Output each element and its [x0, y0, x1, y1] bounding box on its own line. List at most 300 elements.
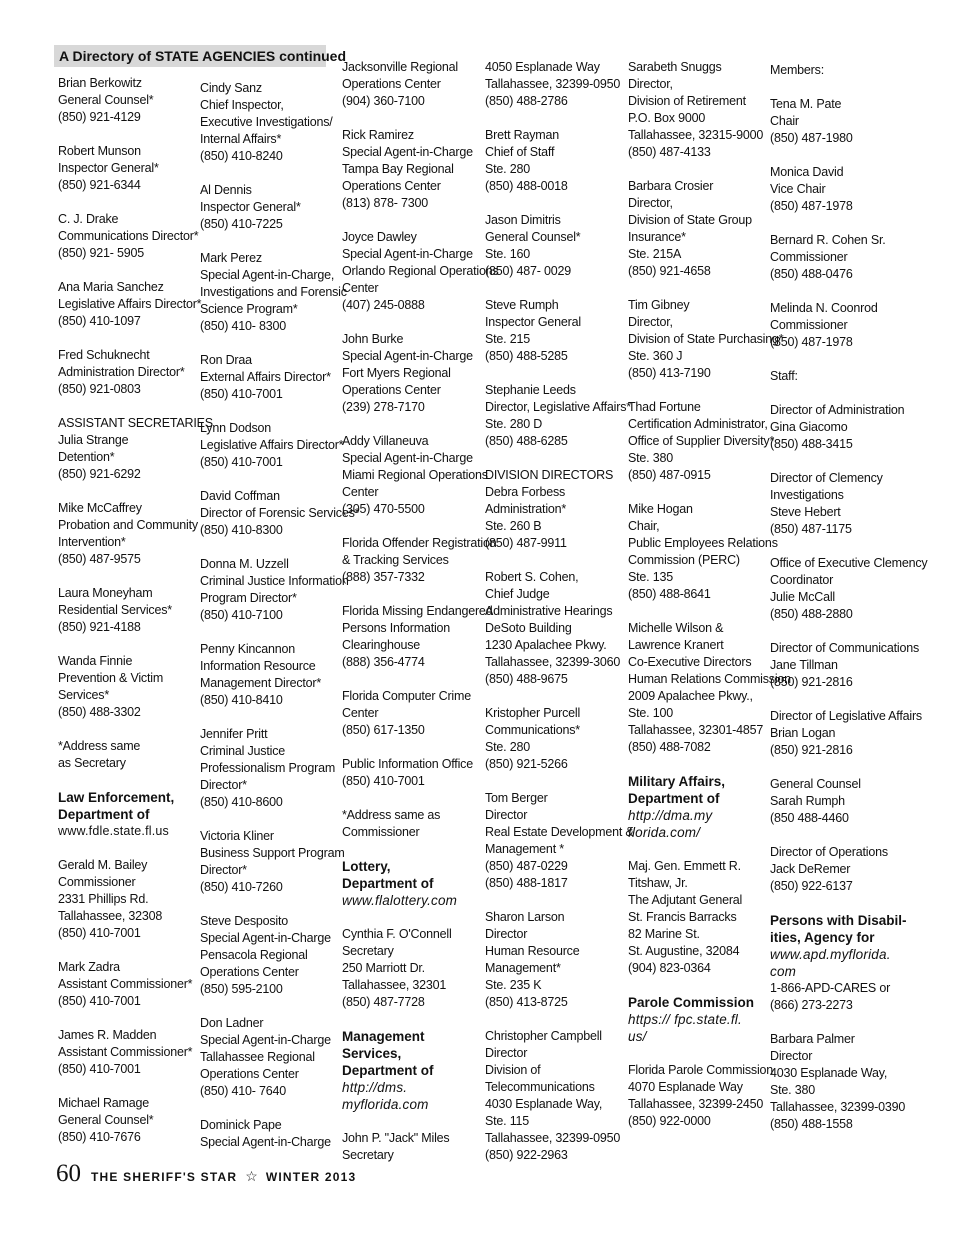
directory-entry: [200, 726, 338, 811]
entry-line: Special Agent-in-Charge: [200, 1033, 331, 1047]
entry-line: Director: [485, 808, 528, 822]
entry-line: (850) 921-0803: [58, 382, 141, 396]
entry-line: (850) 921-6344: [58, 178, 141, 192]
entry-line: Professionalism Program: [200, 761, 336, 775]
entry-line: 4070 Esplanade Way: [628, 1080, 743, 1094]
entry-line: Ste. 215A: [628, 247, 682, 261]
directory-entry: [58, 347, 190, 398]
directory-column-3: [342, 59, 499, 1181]
page-footer: [56, 1160, 456, 1194]
entry-line: Executive Investigations/: [200, 115, 333, 129]
entry-line: Human Resource: [485, 944, 580, 958]
entry-line: John Burke: [342, 332, 404, 346]
entry-line: Communications Director*: [58, 229, 199, 243]
entry-line: Operations Center: [342, 179, 441, 193]
entry-line: Inspector General: [485, 315, 581, 329]
entry-line: (850) 595-2100: [200, 982, 283, 996]
directory-entry: [628, 620, 791, 756]
directory-entry: [342, 756, 480, 790]
directory-entry: [342, 688, 480, 739]
directory-entry: [200, 420, 344, 471]
department-heading: [628, 994, 766, 1045]
entry-line: (850) 487- 0029: [485, 264, 571, 278]
entry-line: (850) 487-1980: [770, 131, 853, 145]
directory-entry: [770, 164, 908, 215]
entry-line: 4030 Esplanade Way,: [770, 1066, 888, 1080]
entry-line: Chair: [770, 114, 799, 128]
department-website-link[interactable]: www.fdle.state.fl.us: [58, 824, 169, 838]
directory-entry: [485, 569, 623, 688]
entry-line: Division of State Purchasing*: [628, 332, 784, 346]
directory-entry: [628, 297, 784, 382]
entry-line: Inspector General*: [58, 161, 159, 175]
entry-line: Operations Center: [200, 965, 299, 979]
entry-line: (850) 922-0000: [628, 1114, 711, 1128]
entry-line: Tallahassee, 32399-3060: [485, 655, 621, 669]
entry-line: Tena M. Pate: [770, 97, 842, 111]
entry-line: Director: [485, 1046, 528, 1060]
entry-line: *Address same: [58, 739, 141, 753]
entry-line: (850) 921-2816: [770, 743, 853, 757]
publication-title: THE SHERIFF'S STAR: [91, 1170, 238, 1184]
entry-line: (850) 410-7001: [342, 774, 425, 788]
entry-line: (850) 413-8725: [485, 995, 568, 1009]
directory-entry: [485, 909, 623, 1011]
directory-entry: [485, 705, 623, 773]
entry-line: John P. "Jack" Miles: [342, 1131, 450, 1145]
directory-entry: [58, 653, 190, 721]
entry-line: (850) 922-6137: [770, 879, 853, 893]
directory-entry: [770, 96, 908, 147]
entry-line: Management Director*: [200, 676, 322, 690]
entry-line: (850) 488-3302: [58, 705, 141, 719]
entry-line: Ste. 360 J: [628, 349, 683, 363]
entry-line: (850) 410-7676: [58, 1130, 141, 1144]
entry-line: Director, Legislative Affairs*: [485, 400, 631, 414]
entry-line: Intervention*: [58, 535, 126, 549]
entry-line: General Counsel*: [58, 93, 154, 107]
directory-entry: [200, 1117, 338, 1151]
entry-line: C. J. Drake: [58, 212, 119, 226]
entry-line: (850) 410-8240: [200, 149, 283, 163]
entry-line: Director,: [628, 196, 673, 210]
directory-column-2: [200, 80, 360, 1168]
entry-line: Business Support Program: [200, 846, 345, 860]
entry-line: Vice Chair: [770, 182, 826, 196]
department-title: ities, Agency for: [770, 930, 875, 945]
department-title: Management: [342, 1029, 425, 1044]
directory-entry: [58, 959, 193, 1010]
entry-line: Addy Villaneuva: [342, 434, 429, 448]
entry-line: Julie McCall: [770, 590, 835, 604]
directory-entry: [770, 402, 908, 453]
entry-line: Services*: [58, 688, 109, 702]
entry-line: Special Agent-in-Charge: [342, 349, 473, 363]
entry-line: (850) 922-2963: [485, 1148, 568, 1162]
entry-line: 4050 Esplanade Way: [485, 60, 600, 74]
entry-line: Commissioner: [342, 825, 420, 839]
directory-entry: [342, 926, 480, 1011]
entry-line: (850) 488-5285: [485, 349, 568, 363]
entry-line: (850) 487-0915: [628, 468, 711, 482]
entry-line: (850) 410-7225: [200, 217, 283, 231]
entry-line: Gina Giacomo: [770, 420, 848, 434]
entry-line: 250 Marriott Dr.: [342, 961, 425, 975]
entry-line: Investigations and Forensic: [200, 285, 347, 299]
entry-line: (850) 487-9911: [485, 536, 567, 550]
entry-line: Special Agent-in-Charge: [200, 931, 331, 945]
directory-entry: [342, 1130, 480, 1164]
entry-line: Director,: [628, 77, 673, 91]
entry-line: (850 488-4460: [770, 811, 849, 825]
entry-line: (407) 245-0888: [342, 298, 425, 312]
directory-entry: [485, 382, 631, 450]
directory-entry: [628, 858, 766, 977]
entry-line: Ste. 260 B: [485, 519, 542, 533]
entry-line: Titshaw, Jr.: [628, 876, 688, 890]
entry-line: Director: [485, 927, 528, 941]
entry-line: Lawrence Kranert: [628, 638, 724, 652]
entry-line: (850) 410-7260: [200, 880, 283, 894]
entry-line: Communications*: [485, 723, 580, 737]
entry-line: Information Resource: [200, 659, 316, 673]
entry-line: (850) 487-9575: [58, 552, 141, 566]
entry-line: Public Employees Relations: [628, 536, 778, 550]
department-title: Lottery,: [342, 859, 391, 874]
entry-line: Investigations: [770, 488, 844, 502]
entry-line: St. Augustine, 32084: [628, 944, 740, 958]
entry-line: Ste. 235 K: [485, 978, 542, 992]
department-title: Department of: [58, 807, 150, 822]
directory-entry: [58, 1095, 190, 1146]
entry-line: Brian Berkowitz: [58, 76, 142, 90]
entry-line: Co-Executive Directors: [628, 655, 752, 669]
entry-line: (904) 360-7100: [342, 94, 425, 108]
entry-line: Commission (PERC): [628, 553, 740, 567]
entry-line: Director: [770, 1049, 813, 1063]
entry-line: Director*: [200, 778, 247, 792]
entry-line: Pensacola Regional: [200, 948, 308, 962]
entry-line: Ste. 380: [770, 1083, 815, 1097]
entry-line: Orlando Regional Operations: [342, 264, 499, 278]
entry-line: (850) 488-6285: [485, 434, 568, 448]
entry-line: Director*: [200, 863, 247, 877]
entry-line: (850) 487-7728: [342, 995, 425, 1009]
entry-line: Steve Hebert: [770, 505, 841, 519]
section-header: A Directory of STATE AGENCIES continued: [54, 45, 326, 67]
page-number: 60: [56, 1160, 81, 1187]
department-title: Department of: [628, 791, 720, 806]
entry-line: Michael Ramage: [58, 1096, 149, 1110]
entry-line: Tampa Bay Regional: [342, 162, 454, 176]
entry-line: Mark Zadra: [58, 960, 120, 974]
entry-line: Cindy Sanz: [200, 81, 262, 95]
department-website-link[interactable]: http://dms.: [342, 1080, 408, 1095]
entry-line: (850) 410- 8300: [200, 319, 286, 333]
entry-line: DIVISION DIRECTORS: [485, 468, 614, 482]
entry-line: Commissioner: [770, 250, 848, 264]
entry-line: St. Francis Barracks: [628, 910, 737, 924]
entry-line: Probation and Community: [58, 518, 198, 532]
department-title: Department of: [342, 876, 434, 891]
entry-line: Criminal Justice Information: [200, 574, 349, 588]
entry-line: Brett Rayman: [485, 128, 560, 142]
entry-line: (850) 488-1817: [485, 876, 568, 890]
entry-line: Florida Computer Crime: [342, 689, 471, 703]
entry-line: Director of Clemency: [770, 471, 883, 485]
entry-line: Tallahassee, 32399-0950: [485, 1131, 621, 1145]
directory-entry: [200, 80, 338, 165]
entry-line: (850) 410-8600: [200, 795, 283, 809]
directory-entry: [200, 1015, 338, 1100]
entry-line: Clearinghouse: [342, 638, 421, 652]
entry-line: (850) 487-0229: [485, 859, 568, 873]
entry-line: (850) 487-1175: [770, 522, 852, 536]
entry-line: Brian Logan: [770, 726, 836, 740]
entry-line: External Affairs Director*: [200, 370, 331, 384]
entry-line: Rick Ramirez: [342, 128, 414, 142]
entry-line: General Counsel: [770, 777, 861, 791]
entry-line: (888) 356-4774: [342, 655, 425, 669]
entry-line: (850) 410-7001: [200, 387, 283, 401]
issue-season: WINTER 2013: [265, 1170, 357, 1184]
entry-line: Sarah Rumph: [770, 794, 845, 808]
entry-line: Ana Maria Sanchez: [58, 280, 164, 294]
entry-line: (850) 410-1097: [58, 314, 141, 328]
entry-line: (850) 617-1350: [342, 723, 425, 737]
entry-line: Steve Desposito: [200, 914, 289, 928]
entry-line: Fred Schuknecht: [58, 348, 150, 362]
entry-line: Stephanie Leeds: [485, 383, 576, 397]
entry-line: Sharon Larson: [485, 910, 565, 924]
entry-line: Ste. 380: [628, 451, 673, 465]
entry-line: Florida Parole Commission: [628, 1063, 774, 1077]
directory-entry: [200, 182, 338, 233]
directory-entry: [200, 556, 349, 624]
directory-entry: [628, 59, 766, 161]
department-title: Military Affairs,: [628, 774, 726, 789]
entry-line: Operations Center: [342, 77, 441, 91]
directory-entry: [770, 62, 908, 79]
entry-line: Detention*: [58, 450, 115, 464]
entry-line: (850) 487-1978: [770, 199, 853, 213]
entry-line: (850) 410-7001: [58, 926, 141, 940]
entry-line: Inspector General*: [200, 200, 301, 214]
directory-entry: [58, 211, 199, 262]
entry-line: Donna M. Uzzell: [200, 557, 289, 571]
entry-line: Christopher Campbell: [485, 1029, 602, 1043]
entry-line: Barbara Palmer: [770, 1032, 855, 1046]
directory-entry: [58, 857, 190, 942]
directory-entry: [770, 300, 908, 351]
entry-line: Jacksonville Regional: [342, 60, 459, 74]
entry-line: (850) 413-7190: [628, 366, 711, 380]
directory-column-6: [770, 62, 928, 1150]
department-title: Parole Commission: [628, 995, 755, 1010]
department-title: Persons with Disabil-: [770, 913, 907, 928]
entry-line: (850) 488-0476: [770, 267, 853, 281]
department-website-link[interactable]: http://dma.my: [628, 808, 713, 823]
directory-entry: [200, 352, 338, 403]
department-heading: [628, 773, 766, 841]
directory-entry: [628, 399, 775, 484]
entry-line: Special Agent-in-Charge: [342, 451, 473, 465]
entry-line: Director,: [628, 315, 673, 329]
department-website-link[interactable]: www.flalottery.com: [342, 893, 458, 908]
entry-line: (850) 487-1978: [770, 335, 853, 349]
entry-line: Monica David: [770, 165, 844, 179]
department-website-link[interactable]: us/: [628, 1029, 647, 1044]
directory-entry: [200, 488, 360, 539]
entry-line: Special Agent-in-Charge: [342, 145, 473, 159]
entry-line: (850) 488-9675: [485, 672, 568, 686]
entry-line: (850) 410-7001: [58, 994, 141, 1008]
department-website-link[interactable]: www.apd.myflorida.: [770, 947, 891, 962]
entry-line: Tallahassee, 32308: [58, 909, 163, 923]
entry-line: Jennifer Pritt: [200, 727, 268, 741]
entry-line: Don Ladner: [200, 1016, 264, 1030]
directory-entry: [485, 1028, 623, 1164]
entry-line: Management *: [485, 842, 564, 856]
entry-line: Kristopher Purcell: [485, 706, 581, 720]
entry-line: Real Estate Development &: [485, 825, 634, 839]
entry-line: General Counsel*: [58, 1113, 154, 1127]
directory-entry: [58, 279, 202, 330]
entry-line: Assistant Commissioner*: [58, 977, 193, 991]
directory-entry: [342, 433, 488, 518]
department-website-link[interactable]: https:// fpc.state.fl.: [628, 1012, 742, 1027]
entry-line: (850) 488-2786: [485, 94, 568, 108]
directory-entry: [770, 470, 908, 538]
entry-line: Tallahassee, 32399-0950: [485, 77, 621, 91]
directory-entry: [485, 127, 623, 195]
entry-line: Management*: [485, 961, 561, 975]
directory-entry: [628, 1062, 774, 1130]
entry-line: Division of: [485, 1063, 541, 1077]
directory-entry: [342, 535, 497, 586]
entry-line: Director of Forensic Services*: [200, 506, 360, 520]
entry-line: Special Agent-in-Charge: [200, 1135, 331, 1149]
entry-line: (239) 278-7170: [342, 400, 425, 414]
entry-line: *Address same as: [342, 808, 441, 822]
directory-column-1: [58, 75, 213, 1163]
entry-line: Program Director*: [200, 591, 297, 605]
entry-line: Human Relations Commission: [628, 672, 791, 686]
entry-line: Operations Center: [342, 383, 441, 397]
entry-line: Criminal Justice: [200, 744, 286, 758]
entry-line: Penny Kincannon: [200, 642, 295, 656]
entry-line: Sarabeth Snuggs: [628, 60, 722, 74]
entry-line: Legislative Affairs Director*: [58, 297, 202, 311]
directory-entry: [342, 229, 499, 314]
entry-line: Tim Gibney: [628, 298, 690, 312]
entry-line: Robert S. Cohen,: [485, 570, 579, 584]
entry-line: 82 Marine St.: [628, 927, 700, 941]
entry-line: Operations Center: [200, 1067, 299, 1081]
entry-line: Jason Dimitris: [485, 213, 561, 227]
entry-line: Chair,: [628, 519, 660, 533]
entry-line: Ste. 280: [485, 162, 530, 176]
entry-line: Robert Munson: [58, 144, 141, 158]
entry-line: Michelle Wilson &: [628, 621, 724, 635]
entry-line: Public Information Office: [342, 757, 473, 771]
entry-line: Assistant Commissioner*: [58, 1045, 193, 1059]
directory-entry: [485, 212, 623, 280]
entry-line: (850) 488-7082: [628, 740, 711, 754]
department-title: Law Enforcement,: [58, 790, 175, 805]
entry-line: Jane Tillman: [770, 658, 838, 672]
entry-line: Gerald M. Bailey: [58, 858, 148, 872]
entry-line: Commissioner: [58, 875, 136, 889]
entry-line: (850) 410-7100: [200, 608, 283, 622]
entry-line: James R. Madden: [58, 1028, 157, 1042]
entry-line: Office of Executive Clemency: [770, 556, 928, 570]
directory-column-4: [485, 59, 634, 1181]
entry-line: Barbara Crosier: [628, 179, 714, 193]
directory-entry: [200, 250, 347, 335]
entry-line: Steve Rumph: [485, 298, 559, 312]
entry-line: (850) 488-1558: [770, 1117, 853, 1131]
entry-line: Tallahassee, 32399-0390: [770, 1100, 906, 1114]
entry-line: General Counsel*: [485, 230, 581, 244]
directory-entry: [770, 368, 908, 385]
entry-line: Dominick Pape: [200, 1118, 282, 1132]
entry-line: Tom Berger: [485, 791, 548, 805]
entry-line: Ste. 280: [485, 740, 530, 754]
entry-line: Director of Communications: [770, 641, 920, 655]
entry-line: (305) 470-5500: [342, 502, 425, 516]
directory-entry: [770, 232, 908, 283]
directory-entry: [770, 776, 908, 827]
entry-line: Prevention & Victim: [58, 671, 164, 685]
entry-line: Members:: [770, 63, 824, 77]
directory-entry: [58, 585, 190, 636]
entry-line: Julia Strange: [58, 433, 129, 447]
entry-line: Florida Missing Endangered: [342, 604, 493, 618]
department-website-link[interactable]: myflorida.com: [342, 1097, 429, 1112]
entry-line: Ste. 115: [485, 1114, 530, 1128]
entry-line: Miami Regional Operations: [342, 468, 488, 482]
directory-entry: [485, 297, 623, 365]
entry-line: (850) 921- 5905: [58, 246, 144, 260]
directory-entry: [628, 501, 778, 603]
entry-line: (904) 823-0364: [628, 961, 711, 975]
entry-line: Al Dennis: [200, 183, 252, 197]
entry-line: Science Program*: [200, 302, 298, 316]
entry-line: DeSoto Building: [485, 621, 572, 635]
directory-entry: [485, 59, 623, 110]
entry-line: Chief of Staff: [485, 145, 555, 159]
entry-line: Chief Judge: [485, 587, 550, 601]
directory-entry: [58, 738, 190, 772]
directory-entry: [770, 708, 922, 759]
entry-line: (850) 410-8410: [200, 693, 283, 707]
department-website-link[interactable]: com: [770, 964, 797, 979]
entry-line: (866) 273-2273: [770, 998, 853, 1012]
entry-line: (813) 878- 7300: [342, 196, 428, 210]
entry-line: Jack DeRemer: [770, 862, 851, 876]
entry-line: Center: [342, 485, 379, 499]
entry-line: (850) 921-4658: [628, 264, 711, 278]
directory-entry: [200, 641, 338, 709]
directory-entry: [770, 555, 928, 623]
entry-line: Staff:: [770, 369, 798, 383]
entry-line: Mark Perez: [200, 251, 262, 265]
entry-line: Ste. 160: [485, 247, 530, 261]
department-website-link[interactable]: florida.com/: [628, 825, 701, 840]
entry-line: Lynn Dodson: [200, 421, 271, 435]
entry-line: Fort Myers Regional: [342, 366, 451, 380]
